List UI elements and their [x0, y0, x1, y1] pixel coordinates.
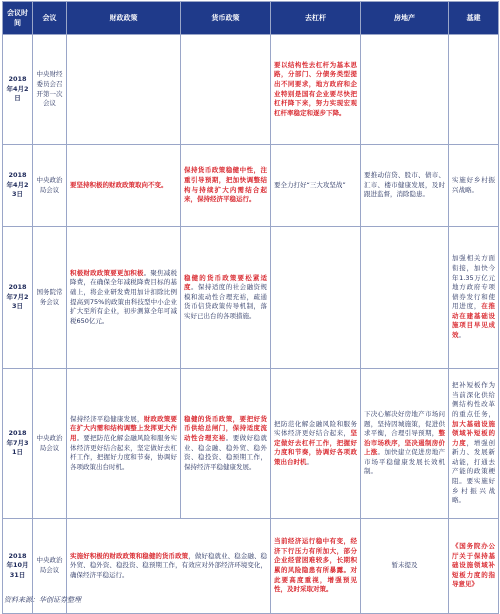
cell-fiscal [67, 369, 181, 519]
cell-monetary [181, 369, 271, 519]
cell-meeting: 中央政治局会议 [33, 519, 67, 614]
cell-realestate [361, 145, 449, 227]
highlight-text: 积极财政政策要更加积极 [70, 268, 144, 277]
highlight-text: ，注重引导预期，把加快调整结构与持续扩大内需结合起来，保持经济平稳运行。 [184, 166, 268, 204]
cell-infra [449, 369, 499, 519]
header-delever: 去杠杆 [271, 2, 361, 35]
cell-date: 2018年4月23日 [3, 145, 33, 227]
cell-delever [271, 227, 361, 369]
body-text: 。要做好稳就业、稳金融、稳外贸、稳外资、稳投资、稳预期工作，保持经济平稳健康发展。 [184, 433, 268, 471]
highlight-text: 稳健的货币政策要松紧适度 [184, 273, 267, 292]
body-text: 。要把防范化解金融风险和服务实体经济更好结合起来，坚定做好去杠杆工作，把握好力度和节奏，协调好各项政策出台时机。 [70, 433, 178, 471]
body-text: 下决心解决好房地产市场问题，坚持因城施策，促进供求平衡，合理引导预期， [364, 409, 445, 438]
cell-realestate [361, 369, 449, 519]
body-text: 要推动信贷、股市、债市、汇市、楼市健康发展，及时跟进监督，消除隐患。 [364, 171, 445, 199]
header-meeting: 会议 [33, 2, 67, 35]
cell-monetary [181, 227, 271, 369]
highlight-text: 整治市场秩序，坚决遏制房价上涨 [364, 429, 445, 457]
header-date: 会议时间 [3, 2, 33, 35]
highlight-text: 保持货币政策稳健中性 [184, 166, 254, 175]
cell-realestate [361, 227, 449, 369]
cell-date: 2018年4月2日 [3, 35, 33, 145]
cell-date: 2018年7月23日 [3, 227, 33, 369]
body-text: ，做好稳就业、稳金融、稳外贸、稳外资、稳投资、稳预期工作，有效应对外部经济环境变化，确保经济平稳运行。 [70, 551, 268, 579]
highlight-text: 要坚持积极的财政政策取向不变。 [70, 180, 168, 189]
cell-monetary [181, 35, 271, 145]
cell-meeting: 中央政治局会议 [33, 145, 67, 227]
cell-infra [449, 227, 499, 369]
body-text: 实施好乡村振兴战略。 [452, 175, 495, 194]
cell-monetary [181, 145, 271, 227]
body-text: 保持经济平稳健康发展， [70, 414, 144, 423]
cell-fiscal [67, 227, 181, 369]
cell-fiscal-monetary [67, 519, 271, 614]
cell-date: 2018年10月31日 [3, 519, 33, 614]
cell-infra [449, 35, 499, 145]
body-text: 。聚焦减税降费，在确保全年减税降费目标的基础上，将企业研发费用加计扣除比例提高到75%的政策由科技型中小企业扩大至所有企业，初步测算全年可减税650亿元。 [70, 268, 178, 325]
table-row [3, 35, 499, 145]
body-text: ，增强创新力、发展新动能，打通去产能的政策梗阻。要实施好乡村振兴战略。 [452, 438, 496, 505]
source-note: 资料来源：华创证券整理 [4, 596, 81, 604]
body-text: 把防范化解金融风险和服务实体经济更好结合起来， [274, 419, 357, 438]
highlight-text: 要以结构性去杠杆为基本思路 [274, 60, 357, 79]
highlight-text: ，分部门、分债务类型提出不同要求，地方政府和企业特别是国有企业要尽快把杠杆降下来，努力实现宏观杠杆率稳定和逐步下降。 [274, 70, 358, 117]
cell-delever [271, 369, 361, 519]
cell-meeting: 中央财经委员会召开第一次会议 [33, 35, 67, 145]
header-monetary: 货币政策 [181, 2, 271, 35]
cell-date: 2018年7月31日 [3, 369, 33, 519]
cell-fiscal [67, 145, 181, 227]
cell-meeting: 国务院常务会议 [33, 227, 67, 369]
body-text: 。 [458, 331, 465, 340]
policy-table [2, 1, 499, 614]
highlight-text: 稳健的货币政策，要把好货币供给总闸门，保持适度流动性合理充裕 [184, 414, 267, 442]
cell-delever [271, 519, 361, 614]
highlight-text: 当前经济运行稳中有变，经济下行压力有所加大，部分企业经营困难较多，长期积累的风险隐患有所暴露。对此要高度重视，增强预见性，及时采取对策。 [274, 537, 357, 594]
highlight-text: 《国务院办公厅关于保持基础设施领域补短板力度的指导意见》 [452, 542, 495, 589]
body-text: 要全力打好“三大攻坚战” [274, 180, 346, 189]
cell-meeting: 中央政治局会议 [33, 369, 67, 519]
cell-fiscal [67, 35, 181, 145]
body-text: 加强相关方面衔接，加快今年1.35万亿元地方政府专项债券发行和使用进度， [452, 254, 495, 311]
header-row [3, 2, 499, 35]
header-infra: 基建 [449, 2, 499, 35]
cell-realestate [361, 35, 449, 145]
header-realestate: 房地产 [361, 2, 449, 35]
table-row [3, 227, 499, 369]
cell-infra [449, 519, 499, 614]
highlight-text: 在推动在建基础设施项目早见成效 [452, 302, 496, 340]
highlight-text: 加大基础设施领域补短板的力度 [452, 419, 495, 447]
body-text: 。 [306, 457, 313, 466]
table-row [3, 369, 499, 519]
highlight-text: 财政政策要在扩大内需和结构调整上发挥更大作用 [70, 414, 178, 442]
body-text: 把补短板作为当前深化供给侧结构性改革的重点任务， [452, 381, 495, 418]
header-fiscal: 财政政策 [67, 2, 181, 35]
body-text: 。加快建立促进房地产市场平稳健康发展长效机制。 [364, 448, 446, 476]
table-row [3, 145, 499, 227]
cell-delever [271, 145, 361, 227]
body-text: 暂未提及 [391, 561, 418, 570]
highlight-text: 坚定做好去杠杆工作，把握好力度和节奏，协调好各项政策出台时机 [274, 429, 357, 466]
cell-delever [271, 35, 361, 145]
highlight-text: 实施好积极的财政政策和稳健的货币政策 [70, 551, 189, 560]
cell-realestate [361, 519, 449, 614]
body-text: 。保持适度的社会融资规模和流动性合理充裕，疏通货币信贷政策传导机制，落实好已出台的各项措施。 [184, 283, 268, 320]
cell-infra [449, 145, 499, 227]
